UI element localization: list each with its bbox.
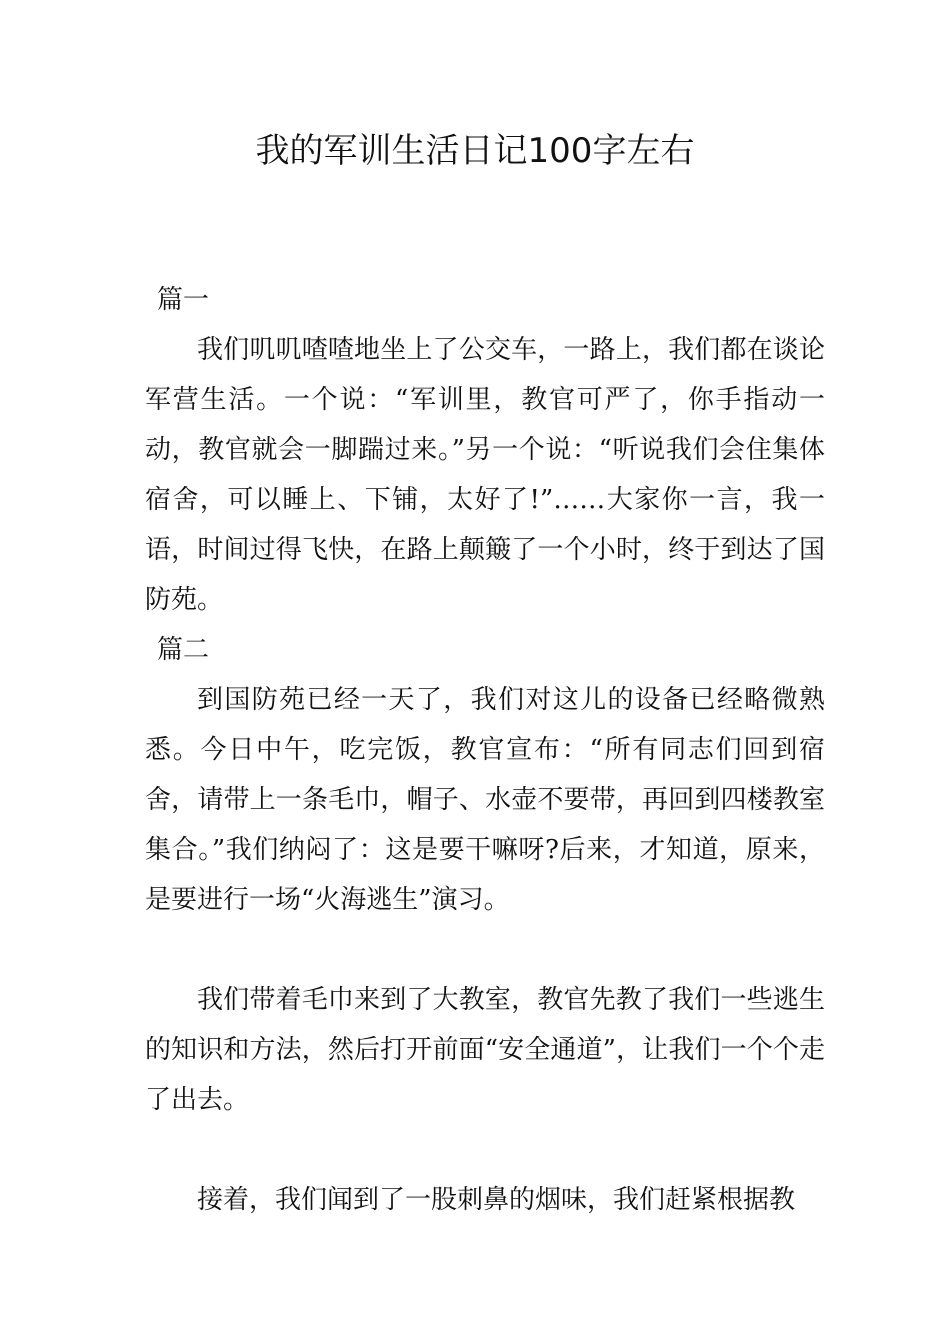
section-2-paragraph-1: 到国防苑已经一天了，我们对这儿的设备已经略微熟悉。今日中午，吃完饭，教官宣布：“所有同志们回到宿舍，请带上一条毛巾，帽子、水壶不要带，再回到四楼教室集合。”我们纳闷了：这是要干嘛呀?后来，才知道，原来，是要进行一场“火海逃生”演习。: [145, 685, 825, 915]
document-title: 我的军训生活日记100字左右: [255, 131, 695, 171]
section-heading-1: 篇一: [157, 285, 210, 315]
paragraph-gap: [145, 925, 825, 975]
paragraph-gap: [145, 1125, 825, 1175]
document-body: [145, 275, 825, 1225]
section-2-paragraph-3: 接着，我们闻到了一股刺鼻的烟味，我们赶紧根据教: [197, 1185, 796, 1215]
section-1-paragraph-1: 我们叽叽喳喳地坐上了公交车，一路上，我们都在谈论军营生活。一个说：“军训里，教官可严了，你手指动一动，教官就会一脚踹过来。”另一个说：“听说我们会住集体宿舍，可以睡上、下铺，太好了!”……大家你一言，我一语，时间过得飞快，在路上颠簸了一个小时，终于到达了国防苑。: [145, 335, 825, 615]
section-2-paragraph-2: 我们带着毛巾来到了大教室，教官先教了我们一些逃生的知识和方法，然后打开前面“安全通道”，让我们一个个走了出去。: [145, 985, 825, 1115]
section-heading-2: 篇二: [157, 635, 210, 665]
